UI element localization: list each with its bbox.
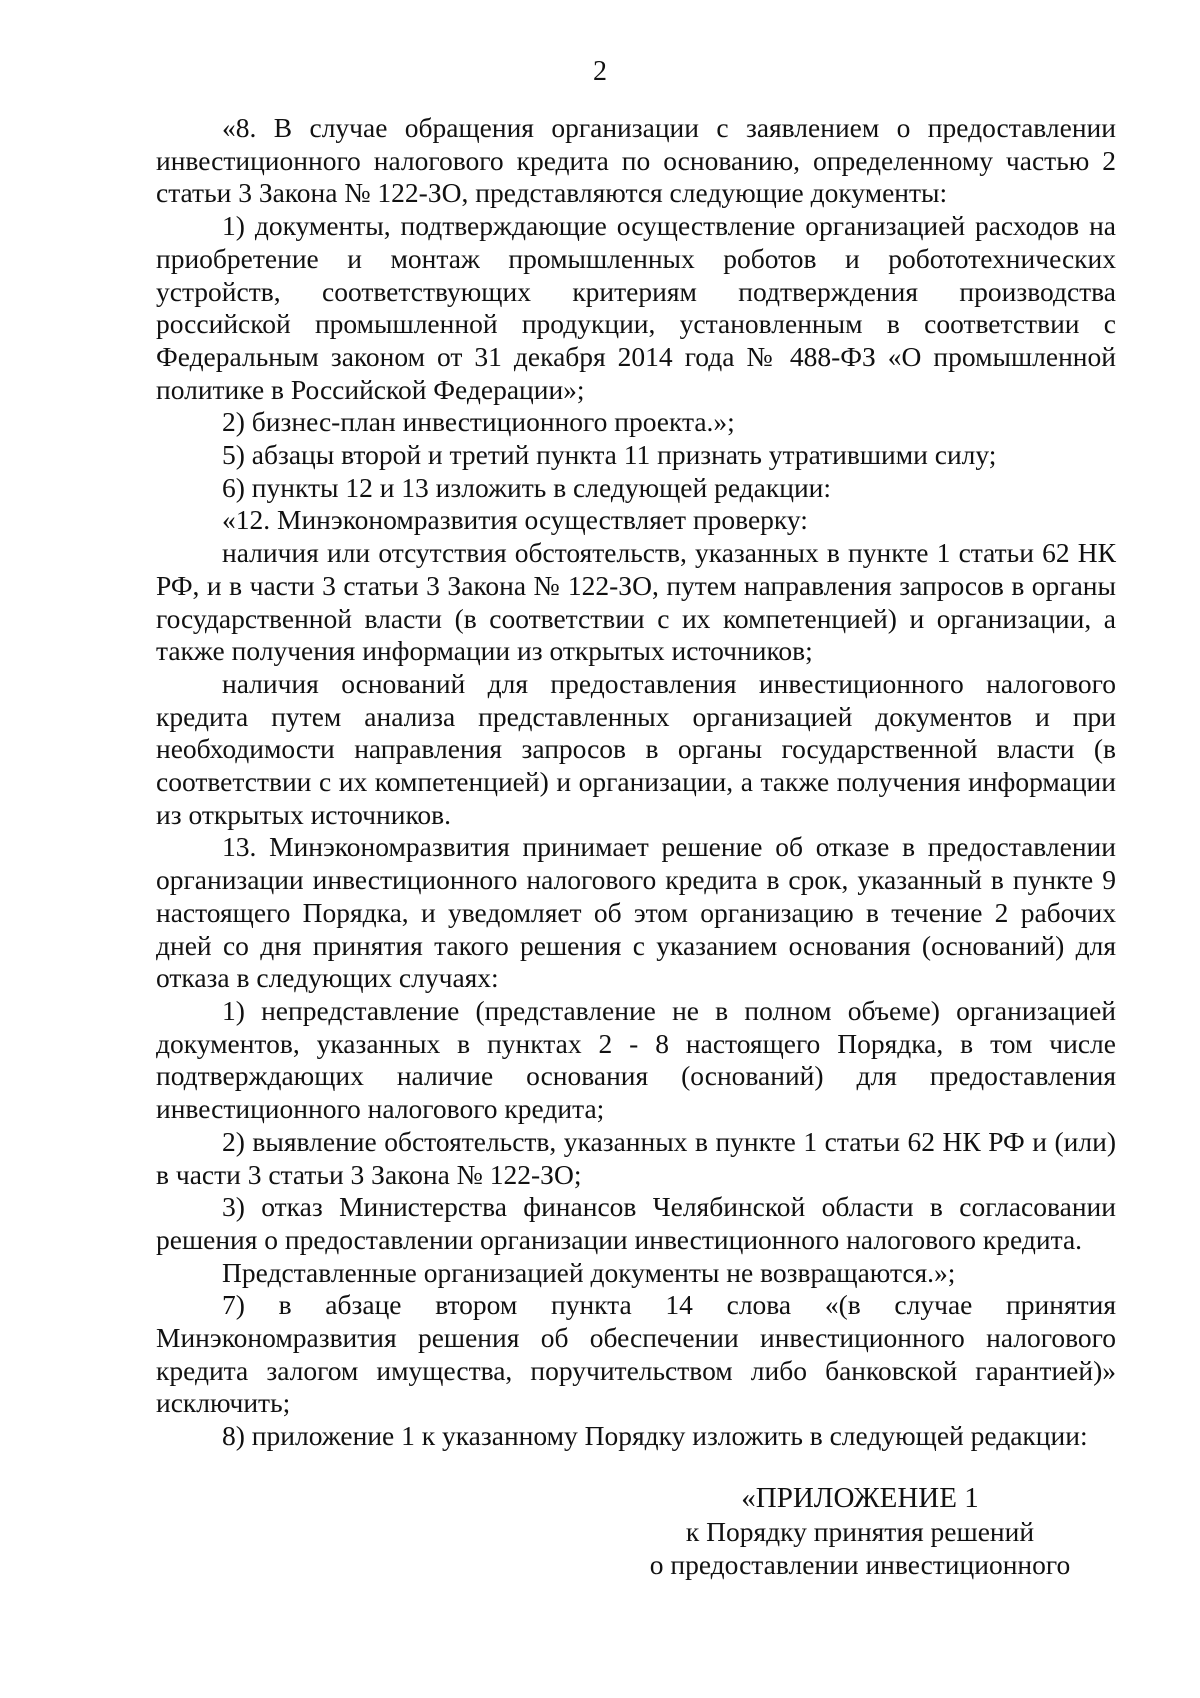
paragraph-13-intro: 13. Минэкономразвития принимает решение об отказе в предоставлении организации инвестиционного налогового кредита в срок, указанный в пункте 9 настоящего Порядка, и уведомляет об этом организацию в течение 2 рабочих дней со дня принятия такого решения с указанием основания (оснований) для отказа в следующих случаях: (156, 831, 1116, 994)
amendment-item-6: 6) пункты 12 и 13 изложить в следующей редакции: (222, 471, 832, 503)
page-number: 2 (593, 56, 607, 87)
paragraph-13-case-2: 2) выявление обстоятельств, указанных в пункте 1 статьи 62 НК РФ и (или) в части 3 статьи 3 Закона № 122-ЗО; (156, 1125, 1116, 1190)
appendix-title: «ПРИЛОЖЕНИЕ 1 (741, 1482, 979, 1514)
paragraph-13-closing: Представленные организацией документы не возвращаются.»; (222, 1256, 956, 1288)
appendix-subtitle-line-1: к Порядку принятия решений (685, 1516, 1035, 1547)
appendix-heading (560, 1481, 1160, 1581)
paragraph-8-item-2: 2) бизнес-план инвестиционного проекта.»; (222, 406, 735, 438)
paragraph-12-check-1: наличия или отсутствия обстоятельств, указанных в пункте 1 статьи 62 НК РФ, и в части 3 статьи 3 Закона № 122-ЗО, путем направления запросов в органы государственной власти (в соответствии с их компетенцией) и организации, а также получения информации из открытых источников; (156, 537, 1116, 667)
paragraph-8-intro: «8. В случае обращения организации с заявлением о предоставлении инвестиционного налогового кредита по основанию, определенному частью 2 статьи 3 Закона № 122-ЗО, представляются следующие документы: (156, 112, 1116, 209)
amendment-item-5: 5) абзацы второй и третий пункта 11 признать утратившими силу; (222, 439, 997, 471)
paragraph-12-check-2: наличия оснований для предоставления инвестиционного налогового кредита путем анализа представленных организацией документов и при необходимости направления запросов в органы государственной власти (в соответствии с их компетенцией) и организации, а также получения информации из открытых источников. (156, 667, 1116, 830)
amendment-item-7: 7) в абзаце втором пункта 14 слова «(в случае принятия Минэкономразвития решения об обеспечении инвестиционного налогового кредита залогом имущества, поручительством либо банковской гарантией)» исключить; (156, 1289, 1116, 1419)
paragraph-12-intro: «12. Минэкономразвития осуществляет проверку: (222, 504, 808, 536)
paragraph-8-item-1: 1) документы, подтверждающие осуществление организацией расходов на приобретение и монтаж промышленных роботов и робототехнических устройств, соответствующих критериям подтверждения производства российской промышленной продукции, установленным в соответствии с Федеральным законом от 31 декабря 2014 года № 488-ФЗ «О промышленной политике в Российской Федерации»; (156, 210, 1116, 405)
document-body (156, 112, 1116, 1453)
appendix-subtitle-line-2: о предоставлении инвестиционного (649, 1548, 1071, 1580)
paragraph-13-case-1: 1) непредставление (представление не в полном объеме) организацией документов, указанных в пунктах 2 - 8 настоящего Порядка, в том числе подтверждающих наличие основания (оснований) для предоставления инвестиционного налогового кредита; (156, 994, 1116, 1125)
paragraph-13-case-3: 3) отказ Министерства финансов Челябинской области в согласовании решения о предоставлении организации инвестиционного налогового кредита. (156, 1191, 1116, 1255)
amendment-item-8: 8) приложение 1 к указанному Порядку изложить в следующей редакции: (222, 1420, 1088, 1452)
